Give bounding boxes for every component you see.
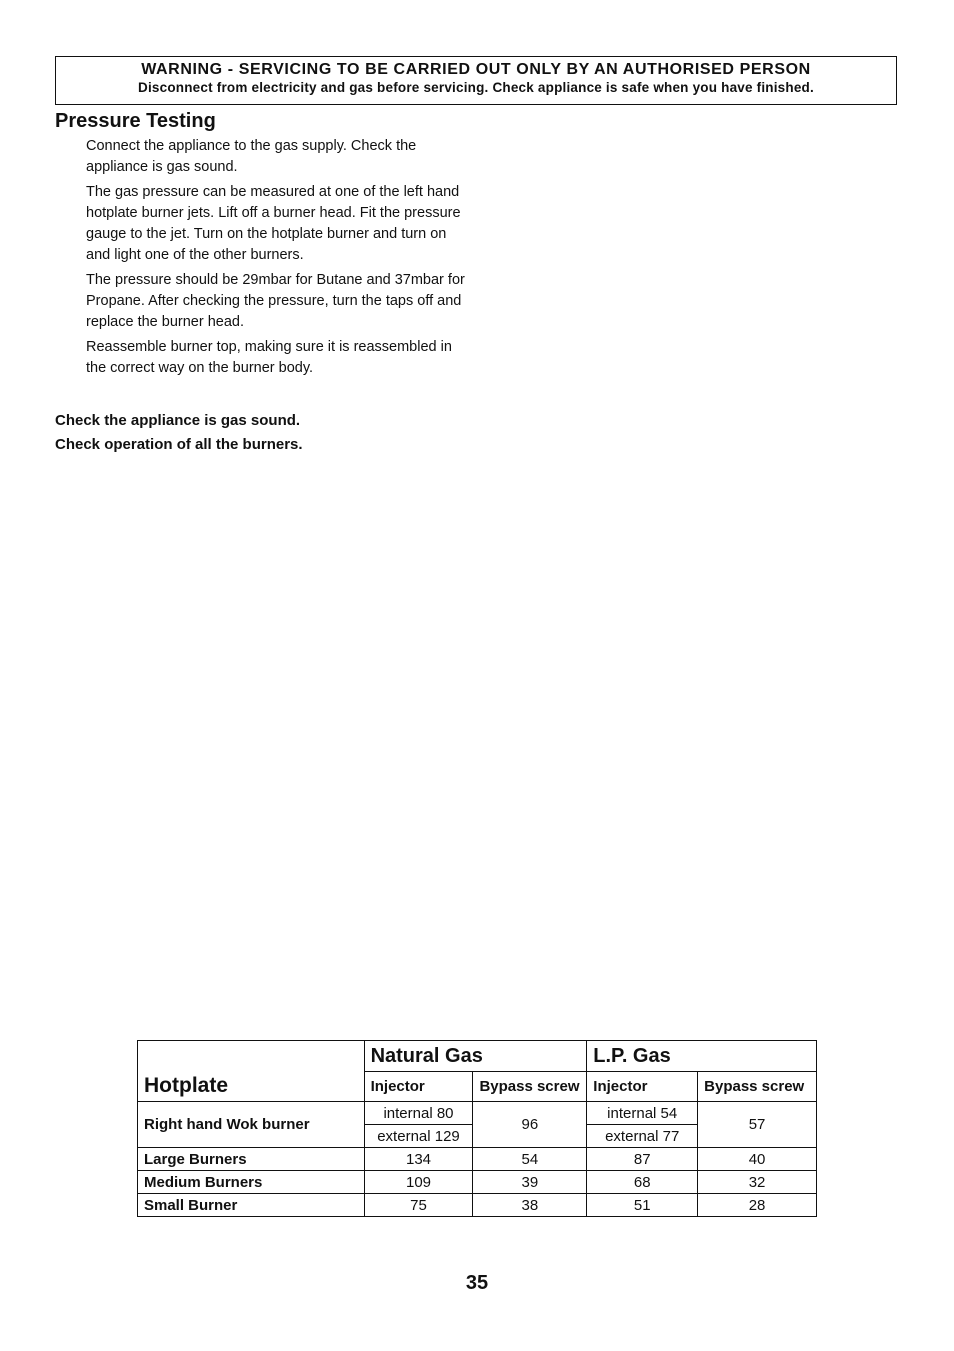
table-column-header-row: [138, 1072, 817, 1102]
row-label: Large Burners: [138, 1148, 365, 1171]
note: Check operation of all the burners.: [55, 436, 303, 453]
table-cell: 28: [698, 1194, 817, 1217]
table-cell: 51: [587, 1194, 698, 1217]
instruction-paragraphs: [86, 136, 466, 383]
paragraph: The gas pressure can be measured at one of the left hand hotplate burner jets. Lift off a burner head. Fit the pressure gauge to the jet. Turn on the hotplate burner and turn on and light one of the other burners.: [86, 184, 461, 263]
warning-title: WARNING - SERVICING TO BE CARRIED OUT ONLY BY AN AUTHORISED PERSON: [141, 61, 811, 78]
table-cell: internal 54: [587, 1102, 698, 1125]
table-cell: 38: [473, 1194, 587, 1217]
column-header: Injector: [587, 1072, 698, 1102]
table-cell: 109: [364, 1171, 473, 1194]
table-row: [138, 1148, 817, 1171]
table-cell: 54: [473, 1148, 587, 1171]
check-notes: [55, 409, 303, 457]
table-cell: external 77: [587, 1125, 698, 1148]
table-row: [138, 1171, 817, 1194]
section-heading: Pressure Testing: [55, 110, 216, 132]
table-cell: 96: [473, 1102, 587, 1148]
group-header-lp-gas: L.P. Gas: [587, 1041, 817, 1072]
column-header: Injector: [364, 1072, 473, 1102]
table-cell: 39: [473, 1171, 587, 1194]
row-label: Right hand Wok burner: [138, 1102, 365, 1148]
warning-subtitle: Disconnect from electricity and gas before servicing. Check appliance is safe when you have finished.: [138, 80, 814, 95]
table-group-header-row: [138, 1041, 817, 1072]
table-cell: 87: [587, 1148, 698, 1171]
table-cell: 40: [698, 1148, 817, 1171]
table-title: Hotplate: [138, 1072, 365, 1102]
table-cell: 68: [587, 1171, 698, 1194]
row-label: Medium Burners: [138, 1171, 365, 1194]
hotplate-injector-table: [137, 1040, 817, 1217]
table-cell: 75: [364, 1194, 473, 1217]
paragraph: Connect the appliance to the gas supply. Check the appliance is gas sound.: [86, 138, 417, 175]
column-header: Bypass screw: [473, 1072, 587, 1102]
table-cell: 32: [698, 1171, 817, 1194]
table-corner-cell: [138, 1041, 365, 1072]
table-cell: 57: [698, 1102, 817, 1148]
note: Check the appliance is gas sound.: [55, 412, 301, 429]
table-cell: external 129: [364, 1125, 473, 1148]
column-header: Bypass screw: [698, 1072, 817, 1102]
table-cell: 134: [364, 1148, 473, 1171]
warning-box: [55, 56, 897, 105]
table-cell: internal 80: [364, 1102, 473, 1125]
table-row: [138, 1194, 817, 1217]
paragraph: Reassemble burner top, making sure it is reassembled in the correct way on the burner body.: [86, 339, 452, 376]
page-number: 35: [465, 1272, 489, 1294]
row-label: Small Burner: [138, 1194, 365, 1217]
group-header-natural-gas: Natural Gas: [364, 1041, 587, 1072]
paragraph: The pressure should be 29mbar for Butane and 37mbar for Propane. After checking the pressure, turn the taps off and replace the burner head.: [86, 272, 465, 330]
table-row: [138, 1102, 817, 1125]
